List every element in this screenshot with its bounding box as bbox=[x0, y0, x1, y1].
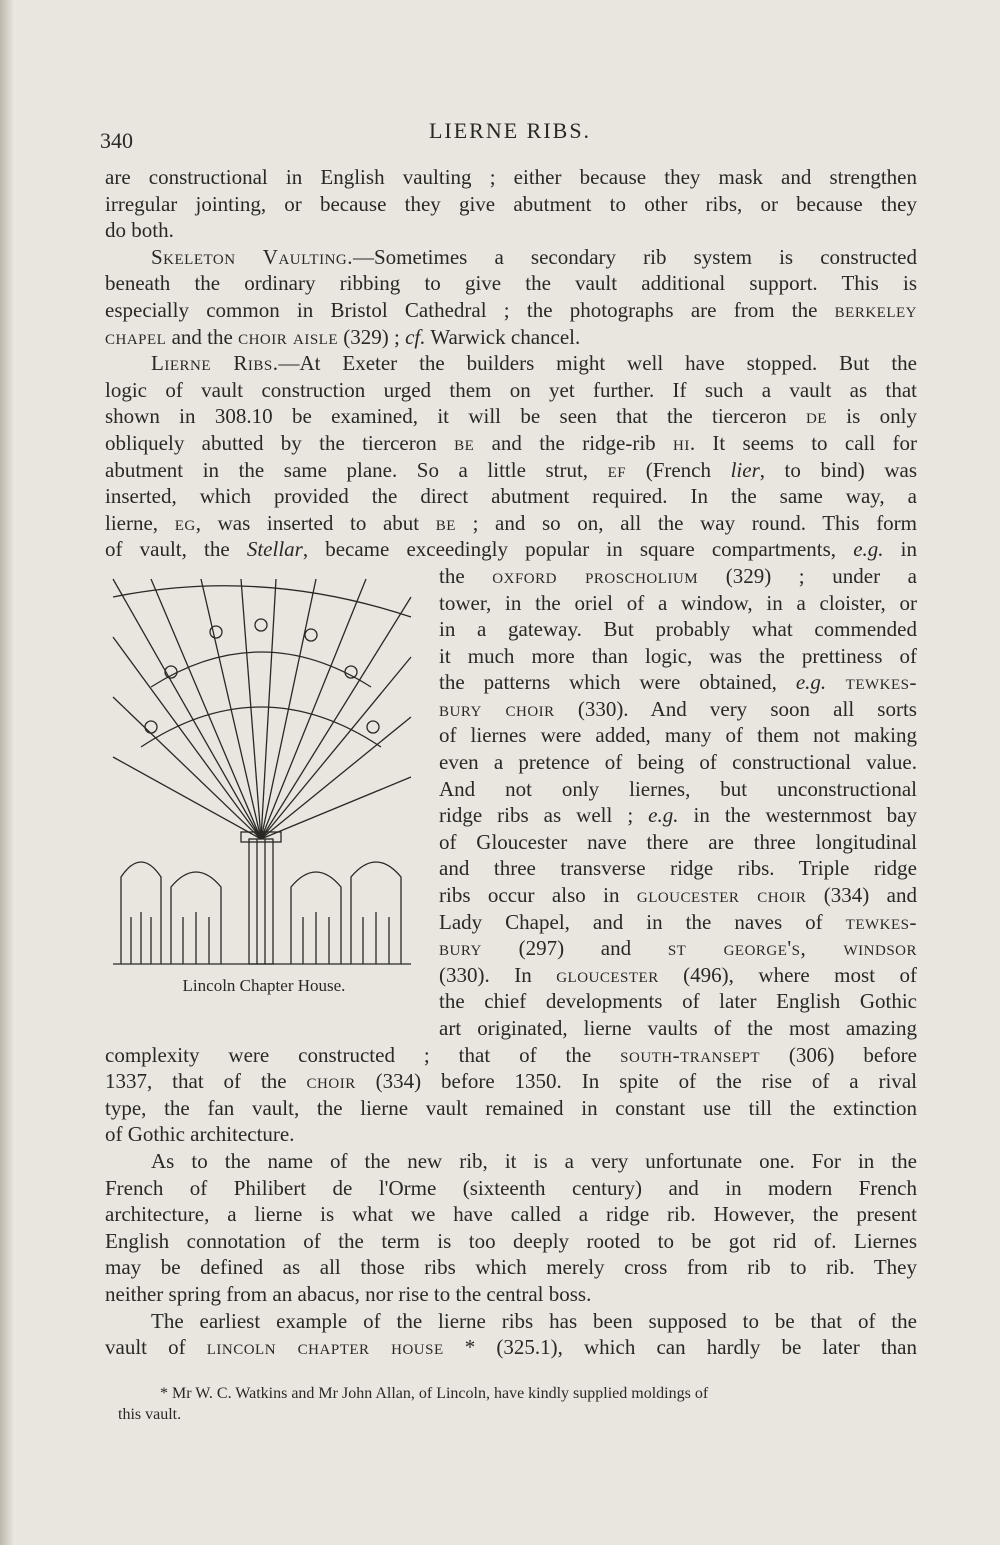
running-title: LIERNE RIBS. bbox=[428, 118, 592, 143]
boss bbox=[165, 666, 177, 678]
paragraph-continued: complexity were constructed ; that of the south-transept (306) before 1337, that of the choir (334) before 1350. In spite of the rise of a rival type, the fan vault, the lierne vault remained in constant use till the extinction of Gothic architecture. bbox=[105, 1042, 917, 1147]
vault-rib bbox=[261, 579, 366, 839]
vault-illustration bbox=[111, 577, 417, 967]
body-text bbox=[105, 164, 917, 1361]
boss bbox=[305, 629, 317, 641]
page-spine-shadow bbox=[0, 0, 14, 1545]
paragraph-earliest-example: The earliest example of the lierne ribs has been supposed to be that of the vault of lincoln chapter house * (325.1), which can hardly be later than bbox=[105, 1308, 918, 1360]
lierne-ring bbox=[113, 586, 411, 617]
section-heading: Skeleton Vaulting. bbox=[151, 244, 353, 269]
footnote: * Mr W. C. Watkins and Mr John Allan, of Lincoln, have kindly supplied moldings of this vault. bbox=[118, 1385, 709, 1423]
boss bbox=[345, 666, 357, 678]
page-number: 340 bbox=[100, 128, 133, 153]
section-heading: Lierne Ribs. bbox=[151, 351, 279, 376]
figure-lincoln-chapter-house bbox=[105, 563, 423, 1015]
vault-rib bbox=[261, 657, 411, 839]
boss bbox=[145, 721, 157, 733]
central-pier bbox=[249, 839, 273, 964]
vault-rib bbox=[113, 757, 261, 839]
paragraph-1: are constructional in English vaulting ; either because they mask and strengthen irregular jointing, or because they give abutment to other ribs, or because they do both. bbox=[105, 165, 917, 243]
paragraph-name-of-rib: As to the name of the new rib, it is a very unfortunate one. For in the French of Philibert de l'Orme (sixteenth century) and in modern French architecture, a lierne is what we have called a ridge rib. However, the present English connotation of the term is too deeply rooted to be got rid of. Liernes may be defined as all those ribs which merely cross from rib to rib. They neither spring from an abacus, nor rise to the central boss. bbox=[105, 1148, 917, 1306]
boss bbox=[255, 619, 267, 631]
lierne-ring bbox=[141, 707, 381, 747]
boss bbox=[210, 626, 222, 638]
paragraph-skeleton-vaulting: Skeleton Vaulting.—Sometimes a secondary rib system is constructed beneath the ordinary ribbing to give the vault additional support. This is especially common in Bristol Cathedral ; the photographs are from the berkeley chapel and the choir aisle (329) ; cf. Warwick chancel. bbox=[105, 244, 917, 349]
vault-rib bbox=[261, 777, 411, 839]
boss bbox=[367, 721, 379, 733]
vault-rib bbox=[113, 697, 261, 839]
page-header bbox=[100, 118, 920, 153]
paragraph-lierne-ribs: Lierne Ribs.—At Exeter the builders might well have stopped. But the logic of vault construction urged them on yet further. If such a vault as that shown in 308.10 be examined, it will be seen that the tierceron de is only obliquely abutted by the tierceron be and the ridge-rib hi. It seems to call for abutment in the same plane. So a little strut, ef (French lier, to bind) was inserted, which provided the direct abutment required. In the same way, a lierne, eg, was inserted to abut be ; and so on, all the way round. This form of vault, the Stellar, became exceedingly popular in square compartments, e.g. in bbox=[105, 351, 918, 562]
figure-caption: Lincoln Chapter House. bbox=[182, 975, 346, 995]
vault-rib bbox=[261, 579, 276, 839]
wrapped-text: the oxford proscholium (329) ; under a tower, in the oriel of a window, in a cloister, or in a gateway. But probably what commended it much more than logic, was the prettiness of the patterns which were obtained, e.g. tewkes- bury choir (330). And very soon all sorts of liernes were added, many of them not making even a pretence of being of constructional value. And not only liernes, but unconstructional ridge ribs as well ; e.g. in the westernmost bay of Gloucester nave there are three longitudinal and three transverse ridge ribs. Triple ridge ribs occur also in gloucester choir (334) and Lady Chapel, and in the naves of tewkes- bury (297) and st george's, windsor (330). In gloucester (496), where most of the chief developments of later English Gothic art originated, lierne vaults of the most amazing bbox=[439, 563, 917, 1040]
vault-rib bbox=[261, 597, 411, 839]
